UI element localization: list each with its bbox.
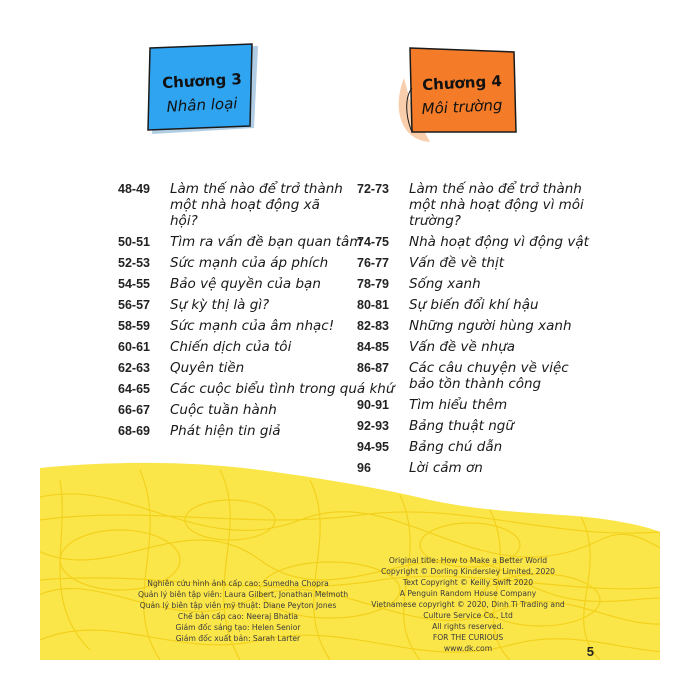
credit-line: www.dk.com (443, 644, 493, 653)
credit-line: All rights reserved. (432, 622, 504, 631)
toc-page-range: 74-75 (357, 235, 389, 249)
toc-page-range: 92-93 (357, 419, 389, 433)
credit-line: Giám đốc sáng tạo: Helen Senior (175, 623, 301, 632)
toc-page-range: 96 (357, 461, 371, 475)
toc-page-range: 68-69 (118, 424, 150, 438)
toc-page-range: 64-65 (118, 382, 150, 396)
credit-line: Copyright © Dorling Kindersley Limited, 2020 (380, 567, 556, 576)
chapter-3-contents (118, 181, 394, 444)
toc-row (357, 339, 589, 355)
toc-row (118, 339, 394, 355)
toc-row (357, 276, 589, 292)
toc-title: Các cuộc biểu tình trong quá khứ (170, 381, 395, 397)
toc-page-range: 90-91 (357, 398, 389, 412)
chapter-4-label: Chương 4 (421, 71, 503, 95)
credit-line: Culture Service Co., Ltd (423, 611, 513, 620)
toc-row (118, 181, 394, 229)
toc-page-range: 86-87 (357, 361, 389, 375)
toc-title: Tìm ra vấn đề bạn quan tâm (170, 234, 363, 250)
toc-title: Bảo vệ quyền của bạn (170, 276, 321, 292)
toc-row (357, 397, 589, 413)
credit-line: FOR THE CURIOUS (432, 633, 504, 642)
toc-page-range: 54-55 (118, 277, 150, 291)
toc-row (118, 360, 394, 376)
toc-row (118, 423, 394, 439)
toc-row (357, 418, 589, 434)
toc-row (357, 234, 589, 250)
toc-title: Sự kỳ thị là gì? (170, 297, 270, 313)
toc-page-range: 60-61 (118, 340, 150, 354)
toc-row (118, 255, 394, 271)
chapter-4-name: Môi trường (421, 95, 503, 119)
toc-title: Lời cảm ơn (409, 460, 483, 476)
toc-title: Chiến dịch của tôi (170, 339, 292, 355)
toc-page-range: 52-53 (118, 256, 150, 270)
toc-row (357, 181, 589, 229)
toc-page-range: 56-57 (118, 298, 150, 312)
toc-title: Sự biến đổi khí hậu (409, 297, 539, 313)
toc-row (118, 276, 394, 292)
toc-title: Cuộc tuần hành (170, 402, 277, 418)
toc-page-range: 80-81 (357, 298, 389, 312)
toc-page-range: 94-95 (357, 440, 389, 454)
toc-row (357, 360, 589, 392)
toc-page-range: 48-49 (118, 182, 150, 196)
credit-line: Vietnamese copyright © 2020, Dinh Ti Trading and (371, 600, 565, 609)
copyright-credits (368, 555, 568, 654)
toc-title: Bảng chú dẫn (409, 439, 503, 455)
toc-page-range: 62-63 (118, 361, 150, 375)
page-number: 5 (586, 644, 594, 659)
toc-title: Bảng thuật ngữ (409, 418, 514, 434)
toc-row (118, 381, 394, 397)
toc-title: Sức mạnh của âm nhạc! (170, 318, 335, 334)
credit-line: Original title: How to Make a Better World (388, 556, 548, 565)
toc-page-range: 50-51 (118, 235, 150, 249)
toc-row (357, 318, 589, 334)
toc-title: Nhà hoạt động vì động vật (409, 234, 589, 250)
credit-line: Text Copyright © Keilly Swift 2020 (402, 578, 534, 587)
toc-title: Quyên tiền (170, 360, 245, 376)
toc-title: Những người hùng xanh (409, 318, 572, 334)
toc-page-range: 78-79 (357, 277, 389, 291)
toc-page-range: 84-85 (357, 340, 389, 354)
toc-title: Sức mạnh của áp phích (170, 255, 329, 271)
credit-line: Quản lý biên tập viên mỹ thuật: Diane Peyton Jones (139, 601, 337, 610)
toc-title: Vấn đề về nhựa (409, 339, 516, 355)
chapter-3-name: Nhân loại (166, 94, 238, 116)
toc-row (357, 460, 589, 476)
credit-line: Chế bản cấp cao: Neeraj Bhatia (177, 612, 299, 621)
toc-row (118, 402, 394, 418)
toc-row (357, 255, 589, 271)
toc-title: Tìm hiểu thêm (409, 397, 508, 413)
toc-title: Sống xanh (409, 276, 481, 292)
toc-row (118, 297, 394, 313)
toc-page-range: 82-83 (357, 319, 389, 333)
credit-line: Giám đốc xuất bản: Sarah Larter (175, 634, 301, 643)
toc-title: Làm thế nào để trở thành một nhà hoạt động vì môi trường? (409, 181, 584, 229)
toc-title: Làm thế nào để trở thành một nhà hoạt động xã hội? (170, 181, 343, 229)
chapter-4-note (406, 48, 518, 134)
chapter-4-contents (357, 181, 589, 481)
toc-row (357, 297, 589, 313)
toc-title: Các câu chuyện về việc bảo tồn thành công (409, 360, 569, 392)
credit-line: Nghiên cứu hình ảnh cấp cao: Sumedha Chopra (147, 579, 329, 588)
toc-page-range: 76-77 (357, 256, 389, 270)
vietnamese-credits (138, 578, 349, 644)
toc-page-range: 66-67 (118, 403, 150, 417)
toc-page-range: 72-73 (357, 182, 389, 196)
chapter-3-label: Chương 3 (161, 69, 243, 93)
toc-title: Phát hiện tin giả (170, 423, 281, 439)
toc-row (357, 439, 589, 455)
toc-page-range: 58-59 (118, 319, 150, 333)
toc-row (118, 318, 394, 334)
toc-title: Vấn đề về thịt (409, 255, 505, 271)
credit-line: A Penguin Random House Company (399, 589, 537, 598)
credit-line: Quản lý biên tập viên: Laura Gilbert, Jonathan Melmoth (138, 590, 349, 599)
chapter-3-note (146, 46, 258, 132)
toc-row (118, 234, 394, 250)
